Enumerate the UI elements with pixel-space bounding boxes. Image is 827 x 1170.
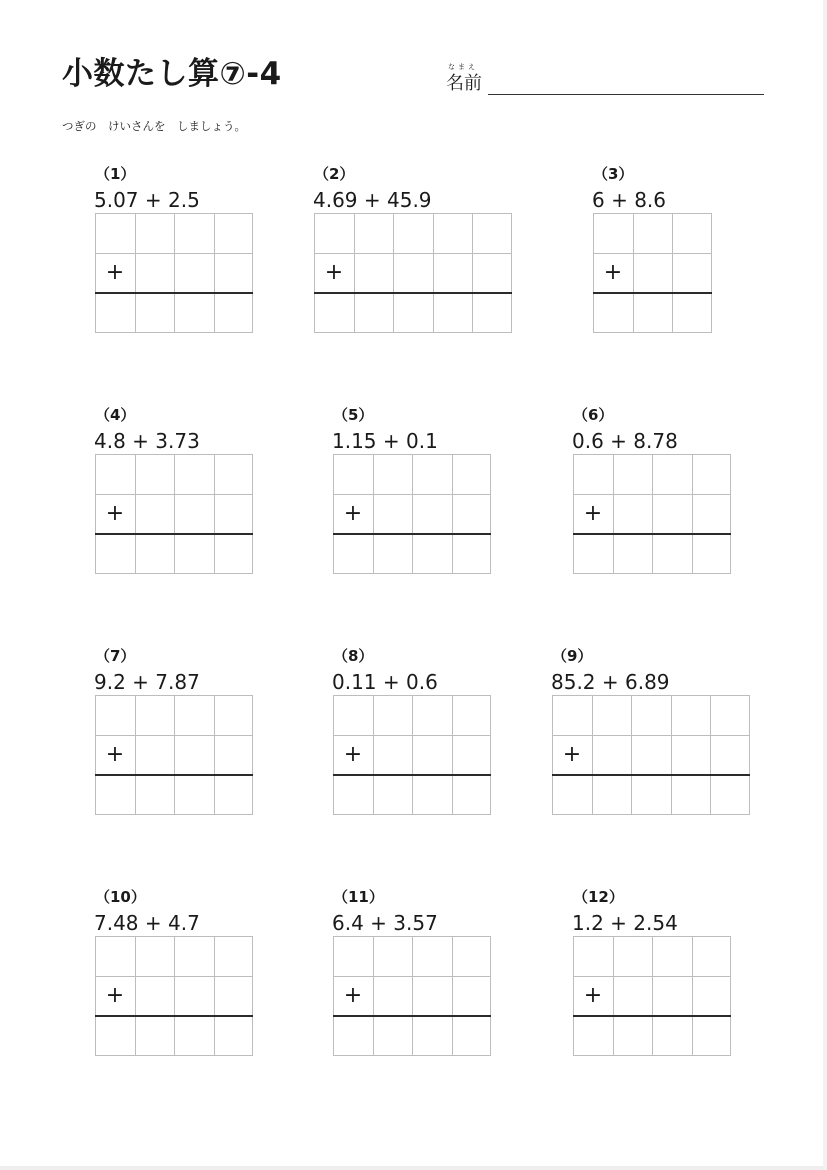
grid-row-line [553,735,749,736]
grid-row-line [594,253,711,254]
grid-column-line [174,937,175,1055]
answer-grid[interactable] [95,454,253,574]
sum-line [573,533,731,535]
grid-column-line [433,214,434,332]
name-ruby: なまえ [448,63,478,71]
problem-expression: 1.15 + 0.1 [332,429,438,453]
problem-number: （4） [95,406,136,424]
grid-column-line [592,696,593,814]
problem-number: （1） [95,165,136,183]
name-label: 名前 [446,73,482,94]
sum-line [573,1015,731,1017]
grid-row-line [96,253,252,254]
problem-number: （6） [573,406,614,424]
problem-number: （9） [552,647,593,665]
sum-line [95,1015,253,1017]
plus-sign: + [343,501,363,526]
grid-column-line [652,455,653,573]
problem-number: （2） [314,165,355,183]
grid-column-line [613,455,614,573]
grid-column-line [174,696,175,814]
grid-column-line [452,937,453,1055]
sum-line [333,1015,491,1017]
grid-column-line [452,455,453,573]
grid-column-line [631,696,632,814]
grid-column-line [633,214,634,332]
plus-sign: + [583,983,603,1008]
sum-line [95,292,253,294]
plus-sign: + [603,260,623,285]
grid-column-line [692,455,693,573]
problem-expression: 6.4 + 3.57 [332,911,438,935]
grid-column-line [472,214,473,332]
grid-row-line [574,976,730,977]
grid-column-line [135,455,136,573]
problem-number: （7） [95,647,136,665]
grid-column-line [613,937,614,1055]
answer-grid[interactable] [573,936,731,1056]
plus-sign: + [105,260,125,285]
plus-sign: + [105,742,125,767]
grid-column-line [412,455,413,573]
grid-row-line [574,494,730,495]
grid-row-line [334,735,490,736]
plus-sign: + [105,983,125,1008]
answer-grid[interactable] [593,213,712,333]
grid-row-line [334,976,490,977]
grid-column-line [373,937,374,1055]
sum-line [333,774,491,776]
grid-row-line [315,253,511,254]
grid-column-line [214,696,215,814]
grid-column-line [452,696,453,814]
grid-column-line [174,455,175,573]
answer-grid[interactable] [333,695,491,815]
problem-expression: 6 + 8.6 [592,188,667,212]
grid-column-line [671,696,672,814]
grid-row-line [96,735,252,736]
worksheet-title: 小数たし算⑦-4 [62,56,282,92]
sum-line [314,292,512,294]
answer-grid[interactable] [95,695,253,815]
grid-column-line [214,455,215,573]
grid-column-line [174,214,175,332]
grid-column-line [692,937,693,1055]
name-write-line[interactable] [488,94,764,95]
plus-sign: + [583,501,603,526]
problem-number: （5） [333,406,374,424]
grid-column-line [412,696,413,814]
answer-grid[interactable] [95,936,253,1056]
grid-column-line [214,214,215,332]
sum-line [593,292,712,294]
problem-expression: 0.6 + 8.78 [572,429,678,453]
problem-number: （8） [333,647,374,665]
grid-column-line [214,937,215,1055]
plus-sign: + [105,501,125,526]
plus-sign: + [343,742,363,767]
sum-line [95,774,253,776]
plus-sign: + [562,742,582,767]
sum-line [552,774,750,776]
problem-expression: 9.2 + 7.87 [94,670,200,694]
grid-column-line [373,455,374,573]
answer-grid[interactable] [573,454,731,574]
answer-grid[interactable] [333,936,491,1056]
grid-column-line [393,214,394,332]
grid-column-line [135,937,136,1055]
problem-expression: 7.48 + 4.7 [94,911,200,935]
page-bottom-edge [0,1166,827,1170]
problem-expression: 5.07 + 2.5 [94,188,200,212]
answer-grid[interactable] [552,695,750,815]
problem-number: （10） [95,888,146,906]
grid-column-line [354,214,355,332]
grid-column-line [412,937,413,1055]
page-right-edge [823,0,827,1170]
problem-number: （3） [593,165,634,183]
grid-column-line [373,696,374,814]
sum-line [95,533,253,535]
answer-grid[interactable] [314,213,512,333]
instruction-text: つぎの けいさんを しましょう。 [62,119,246,133]
problem-expression: 0.11 + 0.6 [332,670,438,694]
problem-expression: 4.8 + 3.73 [94,429,200,453]
problem-expression: 1.2 + 2.54 [572,911,678,935]
problem-expression: 4.69 + 45.9 [313,188,432,212]
problem-number: （11） [333,888,384,906]
problem-expression: 85.2 + 6.89 [551,670,670,694]
problem-number: （12） [573,888,624,906]
sum-line [333,533,491,535]
grid-row-line [96,494,252,495]
grid-column-line [672,214,673,332]
answer-grid[interactable] [95,213,253,333]
grid-column-line [135,214,136,332]
grid-column-line [135,696,136,814]
plus-sign: + [343,983,363,1008]
plus-sign: + [324,260,344,285]
grid-column-line [652,937,653,1055]
answer-grid[interactable] [333,454,491,574]
grid-row-line [334,494,490,495]
grid-row-line [96,976,252,977]
grid-column-line [710,696,711,814]
